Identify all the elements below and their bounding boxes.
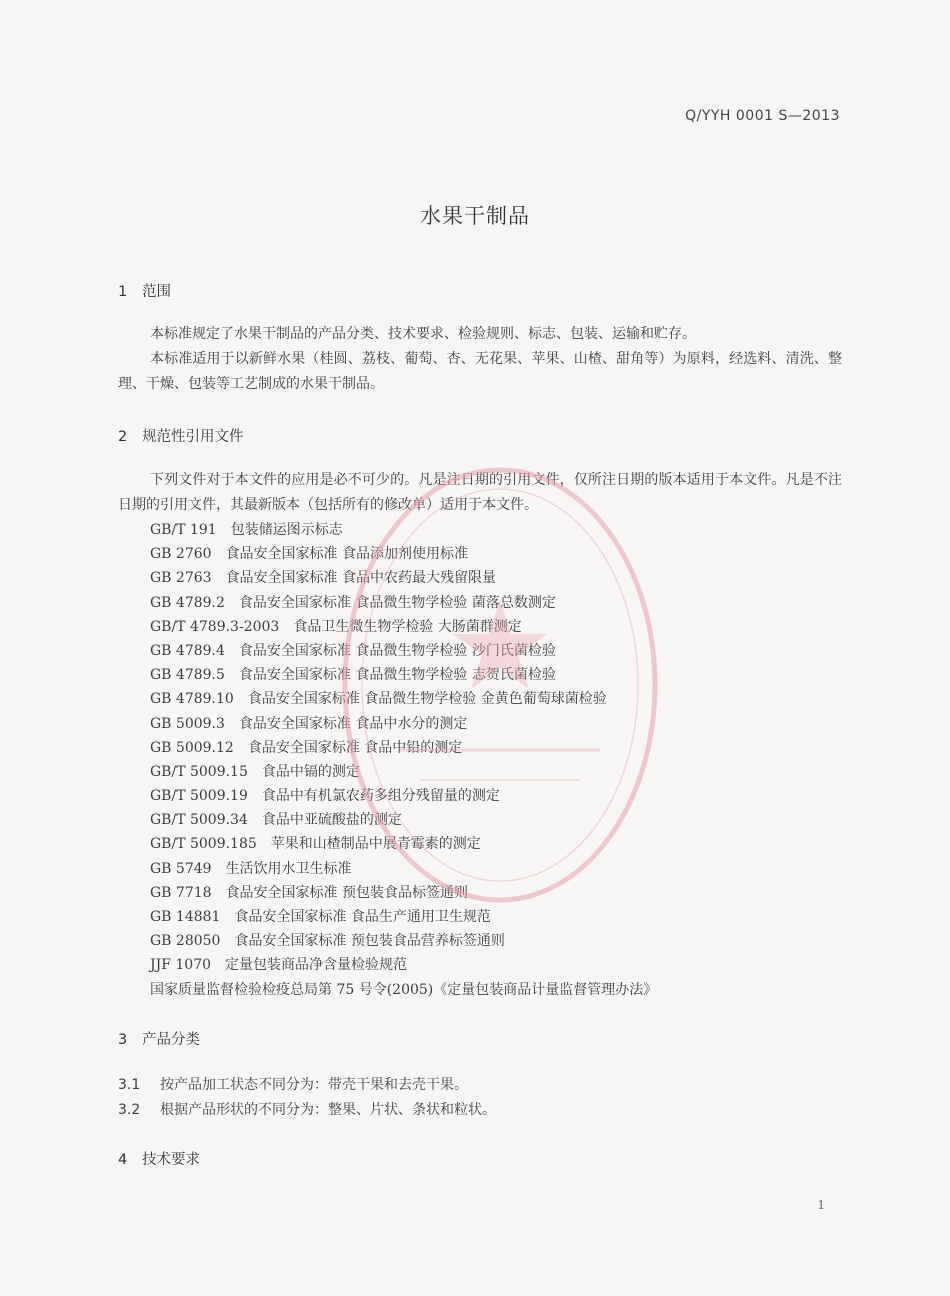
clause-number: 3.1 [118, 1077, 141, 1093]
reference-code: GB 5749 [150, 860, 212, 877]
reference-item [150, 542, 657, 566]
reference-title: 食品安全国家标准 食品微生物学检验 菌落总数测定 [238, 594, 556, 611]
reference-title: 生活饮用水卫生标准 [225, 860, 352, 877]
section-number: 3 [118, 1032, 128, 1048]
reference-title: 定量包装商品净含量检验规范 [225, 957, 408, 974]
section-title: 技术要求 [142, 1152, 200, 1168]
document-title: 水果干制品 [420, 204, 530, 228]
section-number: 4 [118, 1152, 128, 1168]
section-title: 产品分类 [142, 1032, 200, 1048]
reference-item [150, 663, 657, 687]
section-2-heading [118, 425, 244, 446]
clause-text: 按产品加工状态不同分为：带壳干果和去壳干果。 [160, 1077, 468, 1093]
reference-item [150, 687, 657, 711]
reference-title: 国家质量监督检验检疫总局第 75 号令(2005)《定量包装商品计量监督管理办法》 [150, 981, 658, 998]
reference-title: 食品安全国家标准 食品中农药最大残留限量 [225, 570, 497, 587]
reference-item [150, 566, 657, 590]
scope-paragraph-2: 本标准适用于以新鲜水果（桂圆、荔枝、葡萄、杏、无花果、苹果、山楂、甜角等）为原料，经选料、清洗、整理、干燥、包装等工艺制成的水果干制品。 [118, 351, 842, 392]
section-number: 2 [118, 429, 128, 445]
section-3-heading [118, 1028, 200, 1049]
reference-title: 食品安全国家标准 食品添加剂使用标准 [225, 546, 469, 563]
classification-item [118, 1074, 468, 1094]
section-number: 1 [118, 284, 128, 300]
reference-item [150, 857, 657, 881]
reference-code: GB 4789.5 [150, 667, 225, 684]
reference-item [150, 760, 657, 784]
reference-code: GB 4789.2 [150, 594, 225, 611]
reference-item [150, 832, 657, 856]
standard-number: Q/YYH 0001 S—2013 [685, 108, 840, 124]
reference-code: GB/T 5009.15 [150, 763, 248, 780]
reference-item [150, 518, 657, 542]
reference-code: GB/T 5009.185 [150, 836, 257, 853]
reference-code: GB 5009.3 [150, 715, 225, 732]
section-title: 范围 [142, 284, 171, 300]
reference-item [150, 615, 657, 639]
reference-code: GB 4789.4 [150, 642, 225, 659]
section-1-heading [118, 280, 171, 301]
reference-title: 食品安全国家标准 食品微生物学检验 志贺氏菌检验 [238, 667, 556, 684]
reference-code: GB/T 5009.34 [150, 812, 248, 829]
reference-title: 苹果和山楂制品中展青霉素的测定 [270, 836, 481, 853]
reference-title: 食品安全国家标准 预包装食品营养标签通则 [234, 933, 505, 950]
section-4-heading [118, 1148, 200, 1169]
classification-item [118, 1099, 496, 1119]
reference-item [150, 712, 657, 736]
reference-title: 食品中镉的测定 [261, 763, 360, 780]
reference-title: 食品中有机氯农药多组分残留量的测定 [261, 788, 500, 805]
reference-item [150, 881, 657, 905]
reference-code: GB 7718 [150, 884, 212, 901]
section-title: 规范性引用文件 [142, 429, 244, 445]
reference-code: GB 2763 [150, 570, 212, 587]
page-number: 1 [817, 1198, 825, 1212]
reference-code: GB 4789.10 [150, 691, 234, 708]
reference-title: 食品安全国家标准 食品中水分的测定 [238, 715, 468, 732]
reference-title: 食品中亚硫酸盐的测定 [261, 812, 402, 829]
reference-item [150, 929, 657, 953]
reference-title: 食品安全国家标准 食品生产通用卫生规范 [234, 909, 491, 925]
reference-item [150, 736, 657, 760]
reference-item [150, 784, 657, 808]
reference-title: 食品卫生微生物学检验 大肠菌群测定 [293, 618, 522, 635]
reference-title: 食品安全国家标准 预包装食品标签通则 [225, 884, 469, 901]
reference-item [150, 978, 657, 1002]
references-intro: 下列文件对于本文件的应用是必不可少的。凡是注日期的引用文件，仅所注日期的版本适用于本文件。凡是不注日期的引用文件，其最新版本（包括所有的修改单）适用于本文件。 [118, 472, 842, 513]
reference-item [150, 953, 657, 977]
reference-code: GB 28050 [150, 933, 221, 950]
reference-code: GB/T 4789.3-2003 [150, 618, 280, 635]
clause-number: 3.2 [118, 1102, 141, 1118]
reference-code: GB 2760 [150, 546, 212, 563]
reference-title: 食品安全国家标准 食品微生物学检验 金黄色葡萄球菌检验 [247, 691, 607, 708]
clause-text: 根据产品形状的不同分为：整果、片状、条状和粒状。 [160, 1102, 496, 1118]
reference-title: 食品安全国家标准 食品中铅的测定 [247, 739, 463, 756]
reference-code: GB/T 5009.19 [150, 788, 248, 805]
reference-item [150, 639, 657, 663]
reference-item [150, 905, 657, 929]
reference-list [150, 518, 657, 1002]
reference-code: JJF 1070 [150, 957, 212, 974]
reference-item [150, 808, 657, 832]
reference-title: 食品安全国家标准 食品微生物学检验 沙门氏菌检验 [238, 642, 556, 659]
scope-paragraph-1: 本标准规定了水果干制品的产品分类、技术要求、检验规则、标志、包装、运输和贮存。 [150, 326, 696, 342]
reference-title: 包装储运图示标志 [230, 522, 343, 538]
reference-code: GB 14881 [150, 909, 221, 925]
reference-item [150, 591, 657, 615]
reference-code: GB/T 191 [150, 522, 217, 538]
reference-code: GB 5009.12 [150, 739, 234, 756]
